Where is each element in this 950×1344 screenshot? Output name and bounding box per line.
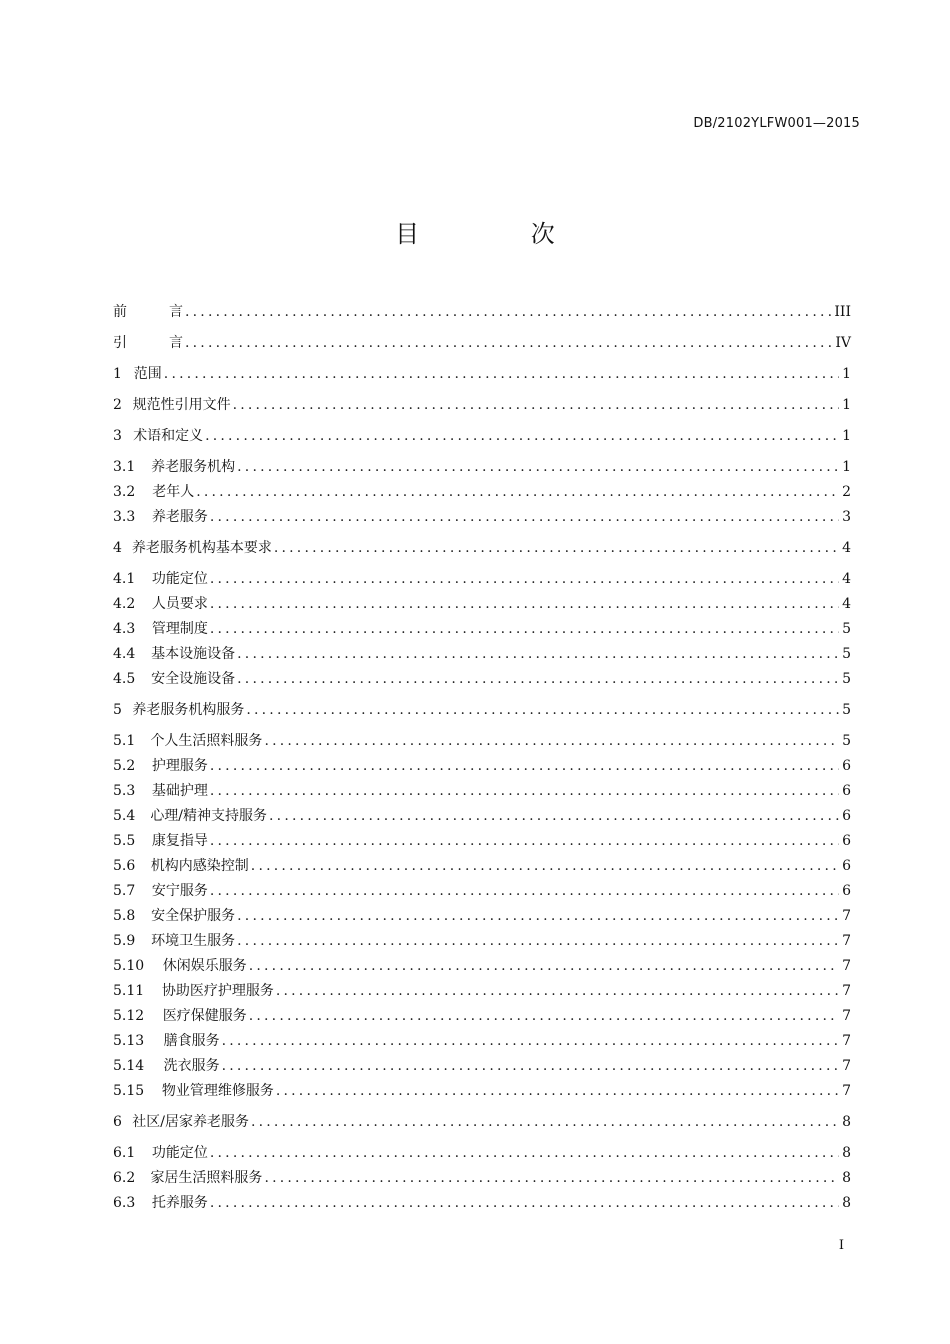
toc-leader-dots [210, 829, 839, 854]
toc-leader-dots [185, 331, 833, 356]
toc-entry-page: 5 [842, 646, 851, 662]
document-code: DB/2102YLFW001—2015 [693, 116, 860, 131]
table-of-contents [113, 300, 851, 1216]
toc-entry-number: 5.9 [113, 933, 136, 949]
toc-entry-number: 5.1 [113, 733, 136, 749]
toc-entry[interactable] [113, 879, 851, 904]
toc-entry[interactable] [113, 929, 851, 954]
toc-leader-dots [237, 642, 839, 667]
toc-entry[interactable] [113, 979, 851, 1004]
toc-entry-label: 安宁服务 [151, 883, 208, 899]
toc-entry-number: 6.2 [113, 1170, 136, 1186]
toc-leader-dots [210, 1141, 839, 1166]
toc-entry-page: 6 [842, 808, 851, 824]
toc-leader-dots [249, 1004, 839, 1029]
toc-entry-page: 6 [842, 833, 851, 849]
toc-entry[interactable] [113, 592, 851, 617]
toc-entry-page: 8 [842, 1195, 851, 1211]
toc-entry-number: 5.11 [113, 983, 145, 999]
toc-entry-label: 功能定位 [151, 571, 208, 587]
toc-entry-page: 5 [842, 671, 851, 687]
toc-entry-label: 养老服务机构基本要求 [131, 540, 272, 556]
toc-entry-number: 5.6 [113, 858, 136, 874]
toc-entry-number: 2 [113, 397, 122, 413]
toc-entry-page: 1 [842, 366, 851, 382]
toc-leader-dots [237, 455, 839, 480]
toc-entry[interactable] [113, 698, 851, 723]
toc-entry-label: 社区/居家养老服务 [132, 1114, 249, 1130]
toc-entry-label: 基本设施设备 [151, 646, 236, 662]
toc-entry-page: 6 [842, 783, 851, 799]
toc-entry[interactable] [113, 536, 851, 561]
toc-entry[interactable] [113, 1054, 851, 1079]
toc-entry-page: 6 [842, 858, 851, 874]
toc-entry-number: 4.4 [113, 646, 136, 662]
toc-entry-label: 人员要求 [151, 596, 208, 612]
toc-leader-dots [276, 1079, 839, 1104]
toc-entry[interactable] [113, 854, 851, 879]
toc-leader-dots [210, 754, 839, 779]
toc-entry-page: 7 [842, 1008, 851, 1024]
toc-entry-number: 4.5 [113, 671, 136, 687]
toc-entry[interactable] [113, 1191, 851, 1216]
toc-entry-number: 6.1 [113, 1145, 136, 1161]
toc-entry-foreword[interactable] [113, 300, 851, 325]
toc-leader-dots [210, 567, 839, 592]
toc-leader-dots [264, 1166, 839, 1191]
toc-entry-label: 医疗保健服务 [162, 1008, 247, 1024]
toc-entry-page: 1 [842, 397, 851, 413]
toc-entry[interactable] [113, 779, 851, 804]
toc-entry[interactable] [113, 829, 851, 854]
toc-entry-page: 7 [842, 983, 851, 999]
toc-entry-page: 7 [842, 958, 851, 974]
toc-entry[interactable] [113, 455, 851, 480]
toc-entry-label: 护理服务 [151, 758, 208, 774]
toc-entry-number: 4 [113, 540, 122, 556]
toc-entry-number: 5.10 [113, 958, 145, 974]
toc-leader-dots [276, 979, 839, 1004]
toc-entry[interactable] [113, 667, 851, 692]
toc-leader-dots [233, 393, 839, 418]
toc-entry-number: 5.8 [113, 908, 136, 924]
toc-entry[interactable] [113, 393, 851, 418]
toc-entry[interactable] [113, 1079, 851, 1104]
toc-entry-page: 1 [842, 459, 851, 475]
toc-entry[interactable] [113, 754, 851, 779]
toc-leader-dots [164, 362, 839, 387]
toc-entry-number: 5.13 [113, 1033, 145, 1049]
toc-entry-label: 功能定位 [151, 1145, 208, 1161]
toc-entry[interactable] [113, 617, 851, 642]
toc-entry-label: 膳食服务 [163, 1033, 220, 1049]
toc-entry-label: 管理制度 [151, 621, 208, 637]
toc-leader-dots [269, 804, 839, 829]
toc-entry-page: 4 [842, 540, 851, 556]
toc-entry[interactable] [113, 904, 851, 929]
toc-entry-page: 8 [842, 1170, 851, 1186]
toc-entry-page: IV [835, 335, 851, 351]
toc-leader-dots [185, 300, 832, 325]
toc-entry[interactable] [113, 567, 851, 592]
toc-entry-number: 5.12 [113, 1008, 145, 1024]
toc-entry-page: 6 [842, 883, 851, 899]
toc-entry-page: 7 [842, 933, 851, 949]
toc-leader-dots [210, 505, 839, 530]
toc-entry[interactable] [113, 1004, 851, 1029]
toc-leader-dots [237, 929, 839, 954]
toc-entry[interactable] [113, 1166, 851, 1191]
toc-entry-label: 物业管理维修服务 [161, 1083, 274, 1099]
toc-entry[interactable] [113, 480, 851, 505]
toc-leader-dots [205, 424, 839, 449]
toc-entry-page: 4 [842, 571, 851, 587]
toc-entry-number: 6.3 [113, 1195, 136, 1211]
toc-entry-page: 7 [842, 908, 851, 924]
toc-entry-page: 1 [842, 428, 851, 444]
toc-entry-page: 7 [842, 1033, 851, 1049]
toc-entry-number: 5.7 [113, 883, 136, 899]
toc-leader-dots [251, 1110, 839, 1135]
toc-entry-label: 安全设施设备 [151, 671, 236, 687]
toc-entry-introduction[interactable] [113, 331, 851, 356]
toc-leader-dots [196, 480, 839, 505]
toc-leader-dots [210, 592, 839, 617]
toc-entry-number: 5.2 [113, 758, 136, 774]
toc-entry-number: 5.4 [113, 808, 136, 824]
toc-entry-number: 5.14 [113, 1058, 145, 1074]
toc-entry-page: 8 [842, 1114, 851, 1130]
toc-entry-label: 养老服务机构服务 [132, 702, 245, 718]
toc-entry-page: 4 [842, 596, 851, 612]
toc-entry-label: 家居生活照料服务 [150, 1170, 263, 1186]
toc-entry-label: 引 言 [113, 335, 183, 351]
toc-entry[interactable] [113, 424, 851, 449]
toc-entry-label: 康复指导 [151, 833, 208, 849]
toc-entry-number: 5.3 [113, 783, 136, 799]
toc-entry-page: III [834, 304, 851, 320]
toc-leader-dots [210, 1191, 839, 1216]
toc-entry-page: 3 [842, 509, 851, 525]
toc-entry-label: 协助医疗护理服务 [161, 983, 274, 999]
toc-entry-number: 4.2 [113, 596, 136, 612]
toc-entry-page: 8 [842, 1145, 851, 1161]
toc-entry-number: 3.3 [113, 509, 136, 525]
toc-entry-number: 3.1 [113, 459, 136, 475]
toc-entry-number: 6 [113, 1114, 122, 1130]
toc-entry[interactable] [113, 362, 851, 387]
toc-entry-label: 心理/精神支持服务 [150, 808, 268, 824]
toc-leader-dots [222, 1054, 839, 1079]
toc-entry-page: 7 [842, 1058, 851, 1074]
toc-leader-dots [264, 729, 839, 754]
toc-entry-page: 6 [842, 758, 851, 774]
toc-entry-label: 休闲娱乐服务 [162, 958, 247, 974]
toc-entry-label: 基础护理 [151, 783, 208, 799]
toc-entry-number: 1 [113, 366, 122, 382]
toc-leader-dots [251, 854, 839, 879]
toc-entry[interactable] [113, 642, 851, 667]
toc-entry-number: 3 [113, 428, 122, 444]
toc-leader-dots [210, 779, 839, 804]
toc-entry-label: 前 言 [113, 304, 183, 320]
toc-entry-page: 5 [842, 702, 851, 718]
toc-entry-label: 环境卫生服务 [151, 933, 236, 949]
toc-title: 目 次 [395, 220, 607, 248]
toc-entry[interactable] [113, 1029, 851, 1054]
toc-entry-label: 洗衣服务 [163, 1058, 220, 1074]
toc-entry-number: 3.2 [113, 484, 136, 500]
toc-entry-number: 5 [113, 702, 122, 718]
toc-leader-dots [237, 904, 839, 929]
toc-entry-number: 4.3 [113, 621, 136, 637]
toc-leader-dots [222, 1029, 839, 1054]
toc-entry-page: 5 [842, 621, 851, 637]
toc-entry-label: 养老服务 [151, 509, 208, 525]
toc-leader-dots [210, 617, 839, 642]
toc-leader-dots [246, 698, 839, 723]
toc-leader-dots [237, 667, 839, 692]
toc-entry-page: 7 [842, 1083, 851, 1099]
toc-entry[interactable] [113, 505, 851, 530]
toc-entry[interactable] [113, 1141, 851, 1166]
toc-entry[interactable] [113, 804, 851, 829]
toc-entry[interactable] [113, 1110, 851, 1135]
toc-entry-label: 范围 [133, 366, 162, 382]
toc-entry-label: 术语和定义 [133, 428, 204, 444]
toc-entry-label: 老年人 [152, 484, 195, 500]
toc-entry-label: 托养服务 [151, 1195, 208, 1211]
toc-entry-page: 2 [842, 484, 851, 500]
toc-leader-dots [249, 954, 839, 979]
toc-entry[interactable] [113, 954, 851, 979]
toc-entry-page: 5 [842, 733, 851, 749]
toc-entry-number: 5.15 [113, 1083, 145, 1099]
toc-entry[interactable] [113, 729, 851, 754]
toc-entry-label: 规范性引用文件 [132, 397, 231, 413]
toc-entry-label: 个人生活照料服务 [150, 733, 263, 749]
toc-entry-label: 安全保护服务 [151, 908, 236, 924]
toc-entry-number: 5.5 [113, 833, 136, 849]
toc-entry-label: 养老服务机构 [151, 459, 236, 475]
toc-leader-dots [274, 536, 839, 561]
page-number: I [838, 1238, 844, 1253]
toc-entry-label: 机构内感染控制 [150, 858, 249, 874]
toc-leader-dots [210, 879, 839, 904]
toc-entry-number: 4.1 [113, 571, 136, 587]
